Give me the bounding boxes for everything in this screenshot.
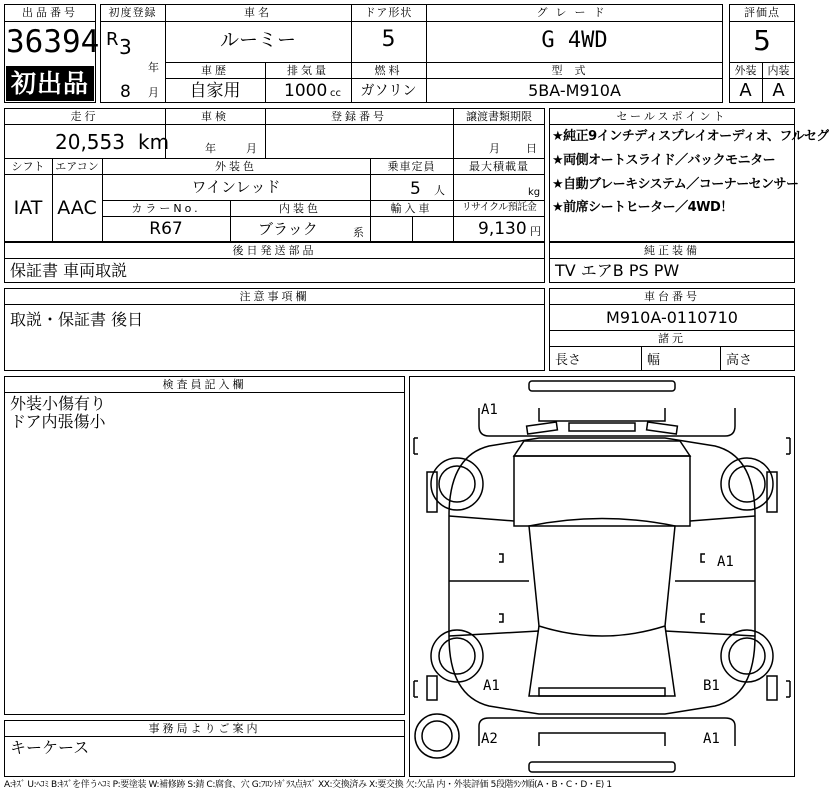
registration-number-label: 登録番号 (331, 110, 387, 123)
exterior-color-label: 外装色 (215, 160, 257, 173)
import-label: 輸入車 (390, 202, 433, 215)
displacement-unit: cc (330, 88, 341, 99)
selling-points-label: セールスポイント (616, 110, 728, 123)
registration-month: 8 (120, 82, 131, 102)
transfer-day-unit: 日 (526, 142, 537, 155)
era: R (106, 29, 119, 50)
fuel-label: 燃料 (374, 64, 403, 77)
history-label: 車歴 (201, 64, 229, 77)
mileage-unit: km (138, 130, 170, 154)
inspection-year-unit: 年 (205, 142, 216, 155)
month-unit: 月 (148, 86, 159, 99)
damage-mark-rear-right: B1 (703, 678, 720, 694)
damage-mark-rear-bumper-right: A1 (703, 731, 720, 747)
recycle-fee: 9,130 (478, 219, 527, 239)
exterior-grade: A (739, 80, 752, 101)
later-parts-label: 後日発送部品 (232, 244, 317, 257)
car-diagram (409, 376, 795, 777)
office-note: キーケース (10, 738, 90, 757)
displacement-label: 排気量 (287, 64, 329, 77)
inspector-note-1: 外装小傷有り (10, 394, 107, 413)
max-load-label: 最大積載量 (469, 160, 529, 173)
selling-point-3: ★自動ブレーキシステム／コーナーセンサー (552, 177, 799, 192)
height-label: 高さ (726, 353, 753, 368)
legend: A:ｷｽﾞ U:ﾍｺﾐ B:ｷｽﾞを伴うﾍｺﾐ P:要塗装 W:補修跡 S:錆 C:腐食、穴 G:ﾌﾛﾝﾄｶﾞﾗｽ点ｷｽﾞ XX:交換済み X:要交換 欠:欠品 内・外装評価 5段階ﾗﾝｸ順(A・B・C・D・E) 1 (4, 780, 612, 790)
recycle-fee-label: リサイクル預託金 (461, 202, 537, 213)
doors: 5 (381, 27, 396, 52)
inspection-label: 車検 (201, 110, 229, 123)
interior-color: ブラック (258, 220, 318, 238)
recycle-fee-unit: 円 (530, 225, 541, 238)
selling-point-1: ★純正9インチディスプレイオーディオ、フルセグ (552, 129, 829, 144)
car-name-label: 車名 (244, 6, 272, 19)
mileage: 20,553 (55, 130, 125, 154)
interior-grade: A (772, 80, 785, 101)
inspection-month-unit: 月 (246, 142, 257, 155)
lot-number-label: 出品番号 (22, 6, 78, 19)
first-registration-label: 初度登録 (108, 6, 157, 19)
capacity-label: 乗車定員 (387, 160, 436, 173)
registration-year: 3 (119, 35, 132, 59)
ac: AAC (57, 197, 97, 219)
ac-label: エアコン (55, 160, 99, 173)
damage-mark-front-left: A1 (481, 402, 498, 418)
exterior-color: ワインレッド (191, 178, 281, 196)
fuel: ガソリン (360, 83, 417, 99)
door-label: ドア形状 (364, 6, 413, 19)
max-load-unit: kg (528, 187, 541, 198)
damage-mark-rear-bumper-left: A2 (481, 731, 498, 747)
later-parts: 保証書 車両取説 (10, 261, 128, 280)
grade: G 4WD (541, 28, 608, 53)
displacement: 1000 (284, 81, 328, 101)
grade-label: グレード (536, 6, 613, 19)
mileage-label: 走行 (70, 110, 99, 123)
transfer-deadline-label: 譲渡書類期限 (466, 110, 532, 123)
exterior-grade-label: 外装 (734, 64, 757, 77)
notes-label: 注意事項欄 (239, 290, 310, 303)
notes: 取説・保証書 後日 (10, 310, 144, 329)
selling-point-2: ★両側オートスライド／バックモニター (552, 153, 776, 168)
selling-point-4: ★前席シートヒーター／4WD！ (552, 200, 733, 215)
equipment-label: 純正装備 (644, 244, 700, 257)
damage-mark-rear-left: A1 (483, 678, 500, 694)
shift: IAT (13, 197, 43, 219)
chassis-number: M910A-0110710 (606, 308, 738, 327)
interior-color-unit: 系 (353, 226, 364, 239)
lot-number: 36394 (6, 24, 100, 60)
equipment: TV エアB PS PW (555, 261, 680, 280)
interior-grade-label: 内装 (767, 64, 790, 77)
transfer-month-unit: 月 (489, 142, 500, 155)
inspector-note-2: ドア内張傷小 (10, 412, 106, 431)
car-name: ルーミー (219, 29, 296, 51)
model: 5BA-M910A (528, 81, 621, 100)
chassis-label: 車台番号 (644, 290, 700, 303)
color-number: R67 (149, 219, 183, 239)
color-number-label: カラーNo. (131, 202, 201, 215)
model-label: 型式 (551, 64, 598, 77)
capacity-unit: 人 (434, 184, 445, 197)
interior-color-label: 内装色 (279, 202, 321, 215)
shift-label: シフト (11, 160, 45, 173)
length-label: 長さ (555, 353, 582, 368)
year-unit: 年 (148, 61, 159, 74)
first-listing-badge: 初出品 (6, 66, 94, 101)
damage-mark-right-side: A1 (717, 554, 734, 570)
history: 自家用 (189, 81, 241, 101)
office-label: 事務局よりご案内 (148, 722, 261, 735)
inspector-label: 検査員記入欄 (162, 378, 247, 391)
width-label: 幅 (647, 353, 661, 368)
dimensions-label: 諸元 (658, 332, 686, 345)
score-label: 評価点 (744, 6, 780, 19)
score: 5 (753, 24, 771, 57)
capacity: 5 (410, 179, 421, 199)
